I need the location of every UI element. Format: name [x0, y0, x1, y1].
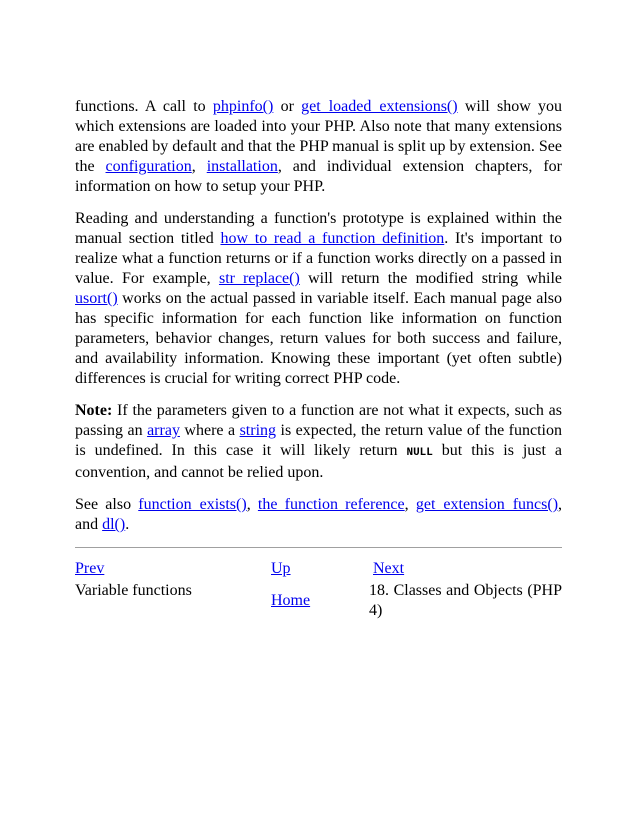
text: will return the modified string while — [299, 270, 562, 287]
text: , and individual extension chapters, for information on how to setup your PHP. — [75, 158, 563, 195]
next-page-title: 18. Classes and Objects (PHP 4) — [369, 582, 562, 619]
text: or — [273, 98, 302, 115]
text: If the parameters given to a function are not what it expects, such as passing an — [75, 402, 562, 439]
text: , and — [75, 496, 563, 533]
link-configuration[interactable]: configuration — [105, 158, 192, 175]
text: but this is just a convention, and cannot be relied upon. — [75, 442, 563, 481]
manual-page — [75, 97, 562, 626]
text: , — [404, 496, 416, 513]
text: functions. A call to — [75, 98, 213, 115]
text: See also — [75, 496, 139, 513]
paragraph-note — [75, 401, 562, 483]
link-array[interactable]: array — [147, 422, 180, 439]
next-link[interactable]: Next — [373, 560, 405, 577]
paragraph-extensions — [75, 97, 562, 197]
prev-link[interactable]: Prev — [75, 560, 105, 577]
link-function-exists[interactable]: function_exists() — [138, 496, 247, 513]
link-str-replace[interactable]: str_replace() — [218, 270, 300, 287]
link-how-to-read-function-definition[interactable]: how to read a function definition — [220, 230, 445, 247]
up-link[interactable]: Up — [271, 560, 291, 577]
paragraph-prototype — [75, 209, 562, 389]
text: , — [191, 158, 207, 175]
text: . — [125, 516, 130, 533]
link-installation[interactable]: installation — [206, 158, 278, 175]
text: . It's important to realize what a function returns or if a function works directly on a passed in value. For example, — [75, 230, 562, 287]
home-link[interactable]: Home — [271, 592, 311, 609]
text: works on the actual passed in variable itself. Each manual page also has specific information for each function like information on function parameters, behavior changes, return values for both success and failure, and availability information. Knowing these important (yet often subtle) differences is crucial for writing correct PHP code. — [75, 290, 562, 387]
text: where a — [179, 422, 240, 439]
link-function-reference[interactable]: the function reference — [257, 496, 405, 513]
text: Reading and understanding a function's prototype is explained within the manual section titled — [75, 210, 562, 247]
note-label: Note: — [75, 402, 113, 419]
link-usort[interactable]: usort() — [75, 290, 118, 307]
link-get-loaded-extensions[interactable]: get_loaded_extensions() — [301, 98, 458, 115]
link-get-extension-funcs[interactable]: get_extension_funcs() — [415, 496, 559, 513]
code-null: NULL — [406, 447, 433, 459]
link-dl[interactable]: dl() — [102, 516, 126, 533]
text: is expected, the return value of the function is undefined. In this case it will likely return — [75, 422, 563, 459]
link-phpinfo[interactable]: phpinfo() — [212, 98, 274, 115]
footer-divider — [75, 547, 562, 548]
navigation-footer — [75, 556, 562, 626]
text: will show you which extensions are loaded into your PHP. Also note that many extensions are enabled by default and that the PHP manual is split up by extension. See the — [75, 98, 563, 175]
paragraph-see-also — [75, 495, 562, 535]
prev-page-title: Variable functions — [75, 582, 192, 599]
text: , — [246, 496, 258, 513]
link-string[interactable]: string — [239, 422, 277, 439]
